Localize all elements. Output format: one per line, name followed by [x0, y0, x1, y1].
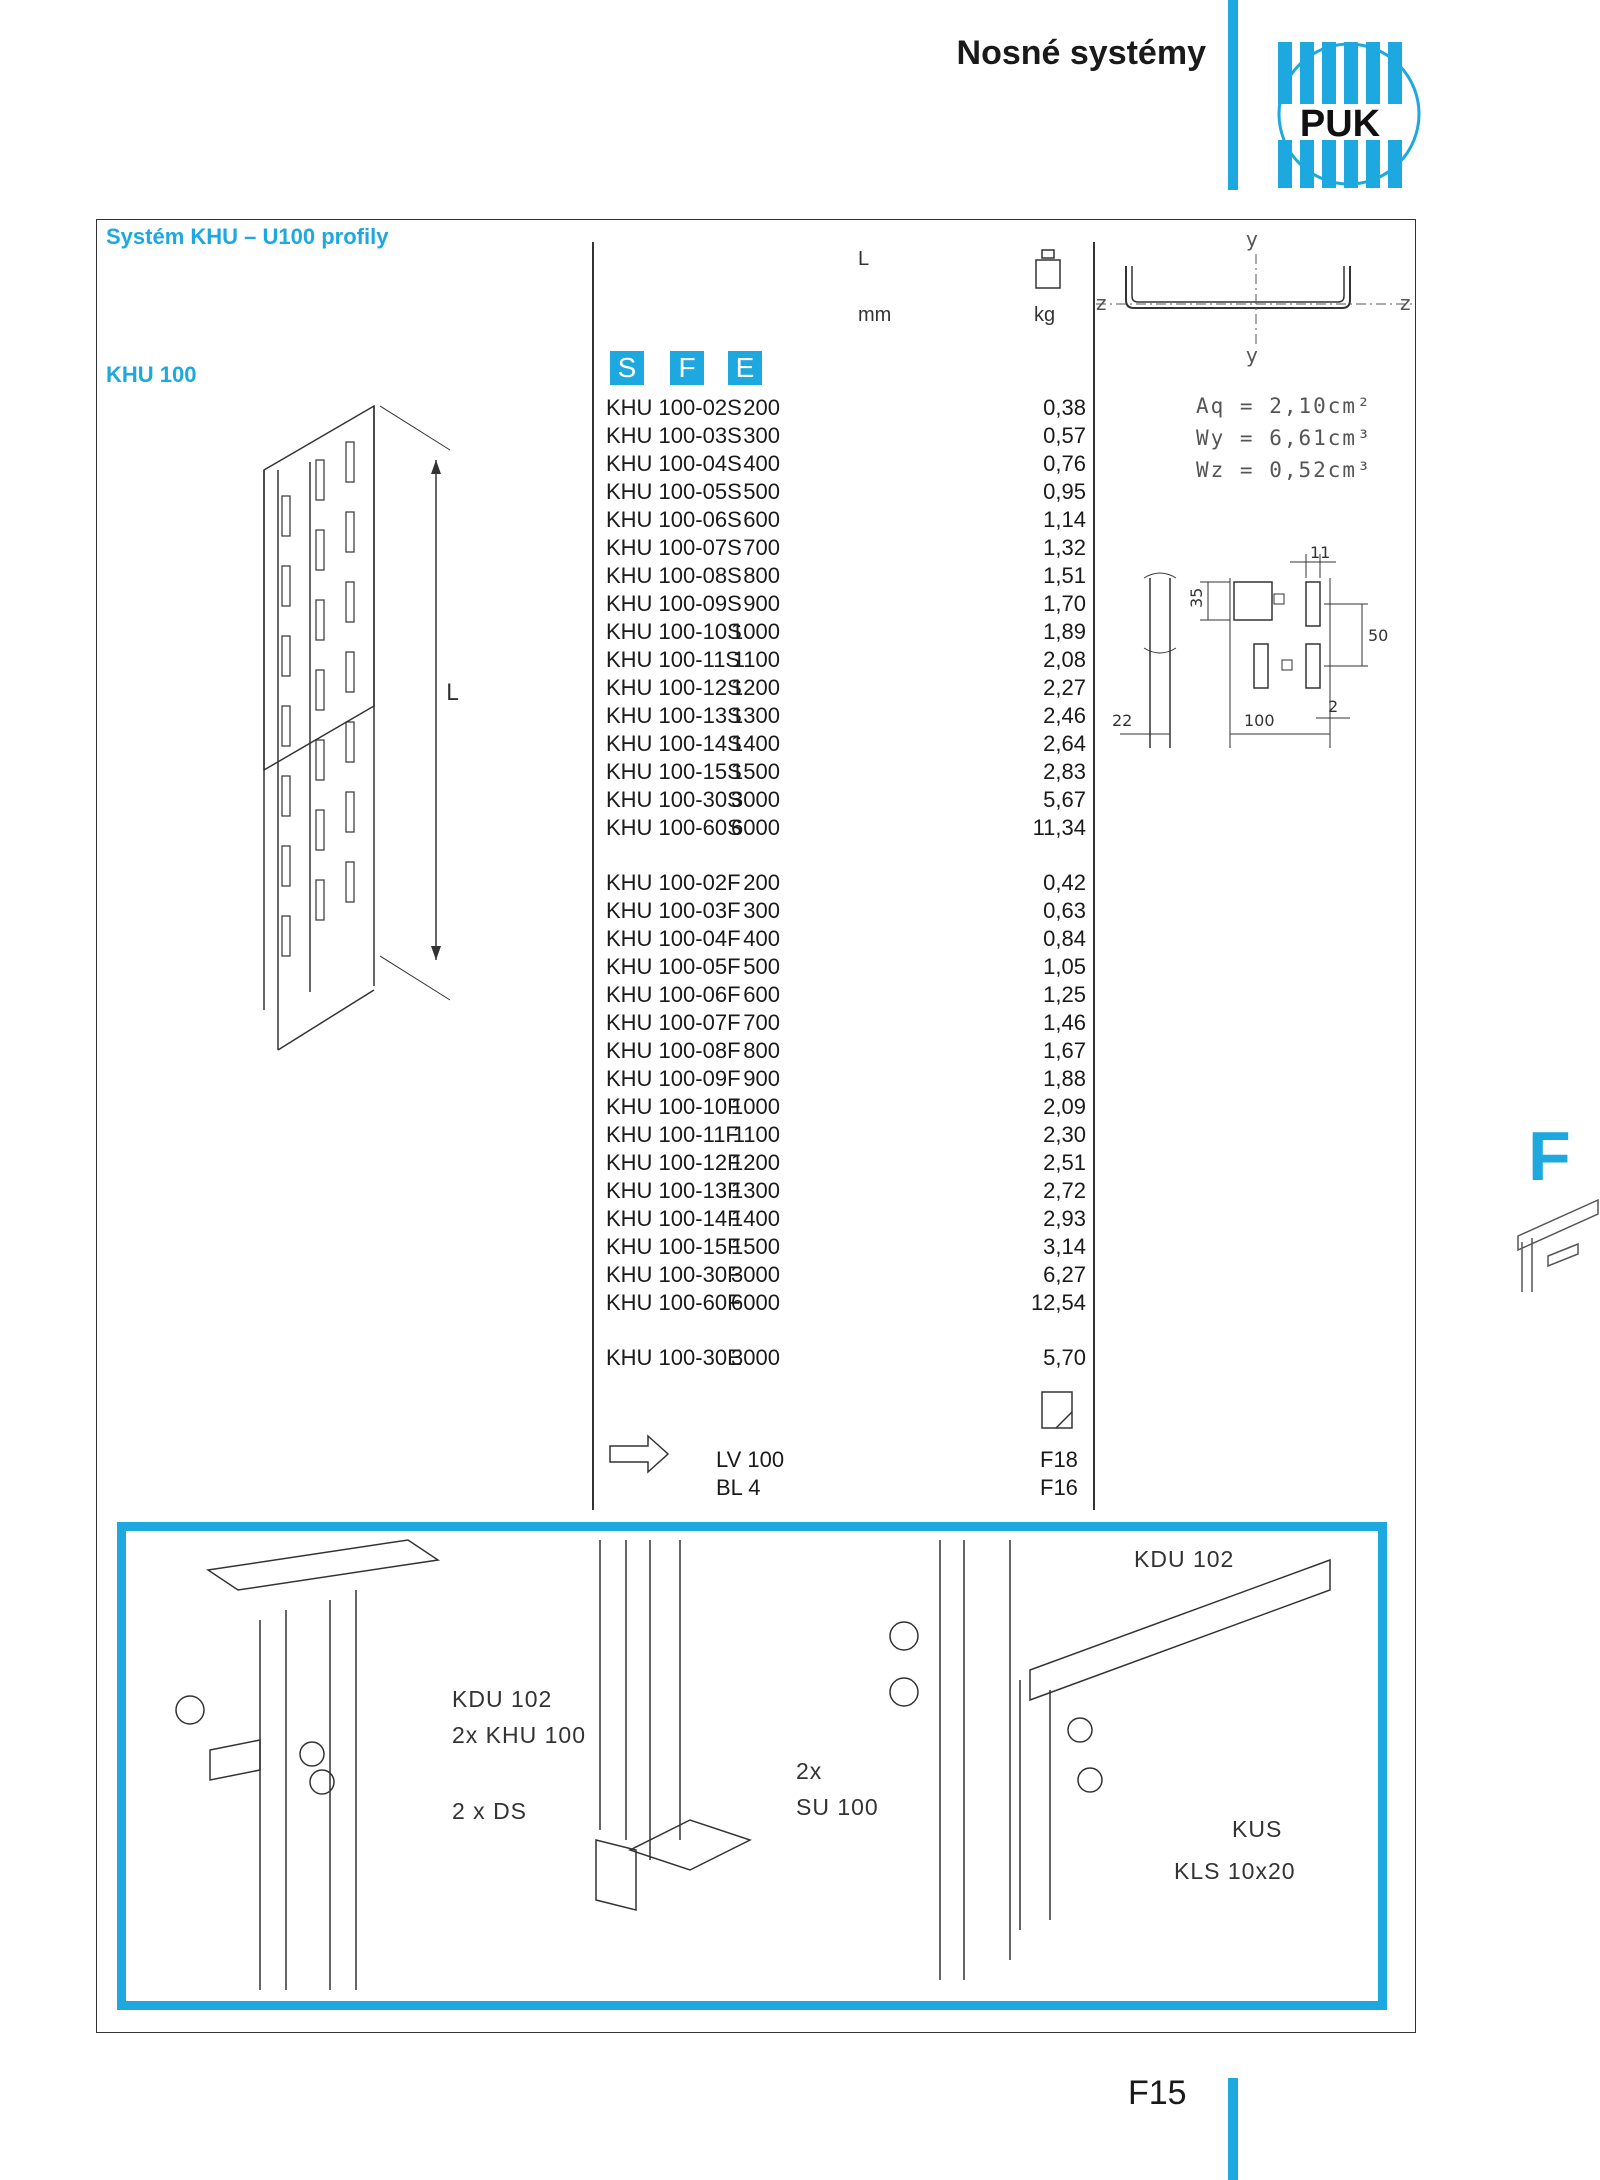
weight-value: 3,14 [1043, 1234, 1086, 1259]
product-code: KHU 100-08F [606, 1038, 741, 1063]
table-row [606, 1344, 1086, 1372]
label-su-2x: 2x [796, 1758, 823, 1784]
length-value: 1100 [732, 1122, 780, 1147]
prop-wz: Wz = 0,52cm³ [1196, 458, 1372, 482]
axis-z-right: z [1400, 291, 1411, 315]
product-code: KHU 100-04S [606, 451, 742, 476]
product-code: KHU 100-60F [606, 1290, 741, 1315]
weight-value: 0,95 [1043, 479, 1086, 504]
length-value: 1000 [731, 619, 780, 644]
weight-value: 2,72 [1043, 1178, 1086, 1203]
table-row [606, 478, 1086, 506]
weight-value: 2,64 [1043, 731, 1086, 756]
table-row [606, 1261, 1086, 1289]
product-code: KHU 100-13F [606, 1178, 741, 1203]
weight-value: 1,67 [1043, 1038, 1086, 1063]
table-row [606, 534, 1086, 562]
table-row [606, 1289, 1086, 1317]
weight-icon [1032, 248, 1064, 290]
table-row [606, 897, 1086, 925]
table-row [606, 646, 1086, 674]
label-khu-2x: 2x KHU 100 [452, 1722, 587, 1748]
weight-value: 2,46 [1043, 703, 1086, 728]
assembly-right [870, 1540, 1340, 1980]
label-kus: KUS [1232, 1816, 1283, 1842]
label-kdu-right: KDU 102 [1134, 1546, 1235, 1572]
profile-cross-section [1096, 226, 1416, 366]
table-row [606, 1037, 1086, 1065]
product-code: KHU 100-30S [606, 787, 742, 812]
assembly-middle [590, 1540, 760, 1920]
product-code: KHU 100-10F [606, 1094, 741, 1119]
weight-value: 0,38 [1043, 395, 1086, 420]
weight-value: 0,76 [1043, 451, 1086, 476]
weight-value: 2,93 [1043, 1206, 1086, 1231]
length-value: 900 [743, 1066, 780, 1091]
length-value: 400 [743, 926, 780, 951]
table-row [606, 1177, 1086, 1205]
table-row [606, 1065, 1086, 1093]
table-row [606, 786, 1086, 814]
table-row [606, 450, 1086, 478]
product-code: KHU 100-12S [606, 675, 742, 700]
dim-35: 35 [1187, 587, 1206, 608]
length-value: 300 [743, 898, 780, 923]
weight-value: 1,46 [1043, 1010, 1086, 1035]
weight-value: 11,34 [1032, 815, 1086, 840]
weight-value: 1,51 [1043, 563, 1086, 588]
weight-value: 1,70 [1043, 591, 1086, 616]
weight-value: 1,88 [1043, 1066, 1086, 1091]
length-value: 700 [743, 1010, 780, 1035]
table-row [606, 618, 1086, 646]
weight-value: 1,25 [1043, 982, 1086, 1007]
table-row [606, 562, 1086, 590]
badge-s: S [610, 351, 644, 385]
product-code: KHU 100-10S [606, 619, 742, 644]
length-value: 3000 [731, 787, 780, 812]
product-code: KHU 100-06F [606, 982, 741, 1007]
prop-wy: Wy = 6,61cm³ [1196, 426, 1372, 450]
length-value: 300 [743, 423, 780, 448]
ref-page-2: F16 [1040, 1475, 1078, 1500]
system-title: Systém KHU – U100 profily [106, 224, 389, 249]
accent-bar-bottom [1228, 2078, 1238, 2180]
length-unit: mm [858, 304, 892, 326]
page-number: F15 [1128, 2074, 1187, 2112]
weight-value: 2,08 [1043, 647, 1086, 672]
table-row [606, 1009, 1086, 1037]
table-row [606, 814, 1086, 842]
weight-value: 0,84 [1043, 926, 1086, 951]
badge-f: F [670, 351, 704, 385]
weight-unit: kg [1034, 304, 1056, 326]
column-divider-left [592, 242, 594, 1510]
length-header: L [858, 248, 870, 270]
product-code: KHU 100-15S [606, 759, 742, 784]
dim-50: 50 [1368, 626, 1389, 645]
label-kdu-left: KDU 102 [452, 1686, 553, 1712]
table-row [606, 590, 1086, 618]
page-title: Nosné systémy [956, 34, 1206, 72]
length-value: 1400 [731, 731, 780, 756]
product-code: KHU 100-11S [606, 647, 741, 672]
length-value: 1500 [731, 1234, 780, 1259]
table-row [606, 422, 1086, 450]
accent-bar-top [1228, 0, 1238, 190]
weight-value: 0,42 [1043, 870, 1086, 895]
table-row [606, 1205, 1086, 1233]
length-value: 400 [743, 451, 780, 476]
weight-value: 1,05 [1043, 954, 1086, 979]
product-code: KHU 100-05S [606, 479, 742, 504]
label-ds: 2 x DS [452, 1798, 528, 1824]
table-row [606, 981, 1086, 1009]
weight-value: 1,89 [1043, 619, 1086, 644]
length-value: 1300 [731, 1178, 780, 1203]
product-code: KHU 100-04F [606, 926, 741, 951]
khu-profile-drawing [250, 400, 570, 1020]
table-row [606, 1093, 1086, 1121]
ref-item-1: LV 100 [716, 1447, 785, 1472]
weight-value: 0,63 [1043, 898, 1086, 923]
weight-value: 12,54 [1030, 1290, 1086, 1315]
table-row [606, 1149, 1086, 1177]
product-code: KHU 100-08S [606, 563, 742, 588]
label-kls: KLS 10x20 [1174, 1858, 1296, 1884]
weight-value: 0,57 [1043, 423, 1086, 448]
logo-text: PUK [1299, 103, 1381, 145]
table-row [606, 506, 1086, 534]
table-row [606, 394, 1086, 422]
weight-value: 2,30 [1043, 1122, 1086, 1147]
length-value: 3000 [731, 1262, 780, 1287]
length-value: 6000 [731, 1290, 780, 1315]
product-code: KHU 100-02F [606, 870, 741, 895]
weight-value: 1,32 [1043, 535, 1086, 560]
table-row [606, 758, 1086, 786]
assembly-left [180, 1540, 450, 1990]
dim-22: 22 [1112, 711, 1133, 730]
length-value: 1500 [731, 759, 780, 784]
weight-value: 6,27 [1043, 1262, 1086, 1287]
section-tab-letter: F [1528, 1117, 1571, 1195]
length-value: 6000 [731, 815, 780, 840]
weight-value: 2,27 [1043, 675, 1086, 700]
arrow-right-icon [608, 1434, 670, 1474]
table-row [606, 1233, 1086, 1261]
ref-page-1: F18 [1040, 1447, 1078, 1472]
dim-11: 11 [1310, 543, 1331, 562]
axis-y-bottom: y [1246, 343, 1258, 367]
badge-e: E [728, 351, 762, 385]
puk-logo [1272, 28, 1426, 188]
product-code: KHU 100-02S [606, 395, 742, 420]
product-code: KHU 100-03S [606, 423, 742, 448]
axis-z-left: z [1096, 291, 1107, 315]
weight-value: 5,70 [1043, 1345, 1086, 1370]
length-value: 3000 [731, 1345, 780, 1370]
product-code: KHU 100-12F [606, 1150, 741, 1175]
length-value: 800 [743, 1038, 780, 1063]
length-value: 1200 [731, 1150, 780, 1175]
length-value: 1400 [731, 1206, 780, 1231]
product-code: KHU 100-03F [606, 898, 741, 923]
product-code: KHU 100-09F [606, 1066, 741, 1091]
product-code: KHU 100-07S [606, 535, 742, 560]
product-code: KHU 100-60S [606, 815, 742, 840]
length-value: 500 [743, 954, 780, 979]
product-code: KHU 100-07F [606, 1010, 741, 1035]
prop-aq: Aq = 2,10cm² [1196, 394, 1372, 418]
weight-value: 2,09 [1043, 1094, 1086, 1119]
product-code: KHU 100-14F [606, 1206, 741, 1231]
axis-y-top: y [1246, 227, 1258, 251]
length-value: 200 [743, 395, 780, 420]
length-value: 900 [743, 591, 780, 616]
product-code: KHU 100-30E [606, 1345, 742, 1370]
weight-value: 1,14 [1043, 507, 1086, 532]
length-value: 1300 [731, 703, 780, 728]
product-name: KHU 100 [106, 362, 197, 387]
length-value: 200 [743, 870, 780, 895]
length-value: 500 [743, 479, 780, 504]
weight-value: 5,67 [1043, 787, 1086, 812]
label-su: SU 100 [796, 1794, 879, 1820]
product-code: KHU 100-13S [606, 703, 742, 728]
weight-value: 2,51 [1043, 1150, 1086, 1175]
length-value: 600 [743, 507, 780, 532]
table-row [606, 953, 1086, 981]
product-code: KHU 100-06S [606, 507, 742, 532]
column-divider-right [1093, 242, 1095, 1510]
table-row [606, 674, 1086, 702]
length-value: 600 [743, 982, 780, 1007]
ref-item-2: BL 4 [716, 1475, 761, 1500]
length-label: L [446, 681, 459, 706]
product-code: KHU 100-11F [606, 1122, 739, 1147]
product-code: KHU 100-05F [606, 954, 741, 979]
dim-2: 2 [1328, 697, 1339, 716]
length-value: 1200 [731, 675, 780, 700]
length-value: 1100 [732, 647, 780, 672]
dim-100: 100 [1244, 711, 1275, 730]
table-row [606, 925, 1086, 953]
product-code: KHU 100-09S [606, 591, 742, 616]
product-code: KHU 100-14S [606, 731, 742, 756]
table-row [606, 869, 1086, 897]
table-row [606, 730, 1086, 758]
length-value: 700 [743, 535, 780, 560]
table-row [606, 1121, 1086, 1149]
section-tab-icon [1508, 1196, 1600, 1296]
length-value: 800 [743, 563, 780, 588]
page-ref-icon [1040, 1390, 1074, 1430]
hole-dimension-drawing [1110, 543, 1410, 760]
weight-value: 2,83 [1043, 759, 1086, 784]
product-code: KHU 100-30F [606, 1262, 741, 1287]
length-value: 1000 [731, 1094, 780, 1119]
product-code: KHU 100-15F [606, 1234, 741, 1259]
table-row [606, 702, 1086, 730]
